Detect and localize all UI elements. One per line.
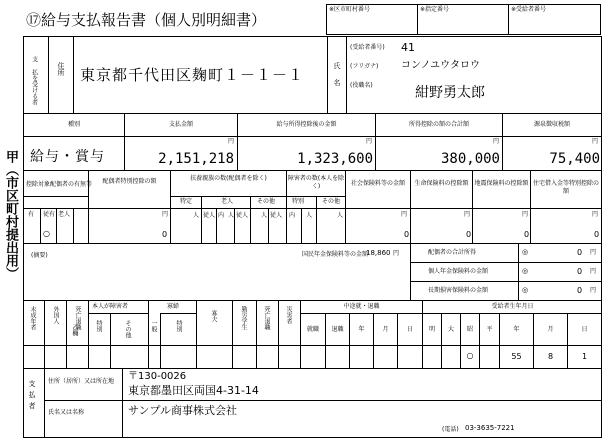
summary-row-label: 長期損害保険料の金額 bbox=[428, 287, 489, 294]
recipient-number: 41 bbox=[401, 41, 415, 54]
recipient-address: 東京都千代田区麹町１－１－１ bbox=[80, 66, 305, 84]
flag-widow-general: 一般 bbox=[150, 320, 157, 332]
payer-address: 東京都墨田区両国4-31-14 bbox=[128, 384, 259, 397]
header-box-label: ※区市町村番号 bbox=[329, 6, 371, 13]
yen-unit: 円 bbox=[162, 211, 169, 218]
dep-cell: 従人 bbox=[270, 212, 283, 219]
circle-mark-icon: ◎ bbox=[522, 267, 529, 275]
payer-phone-label: (電話) bbox=[442, 426, 459, 433]
memo-label: (摘要) bbox=[31, 252, 48, 259]
mid-career-sub: 就職 bbox=[306, 326, 319, 333]
payment-amount: 2,151,218 bbox=[158, 151, 234, 167]
life-insurance-label: 生命保険料の控除額 bbox=[414, 180, 469, 187]
dependents-sub-label: 老人 bbox=[221, 198, 234, 205]
birth-year: 55 bbox=[511, 352, 522, 361]
special-deduction-value: 0 bbox=[162, 230, 168, 239]
dependents-sub-label: その他 bbox=[257, 198, 276, 205]
income-type: 給与・賞与 bbox=[30, 149, 105, 165]
yen-unit: 円 bbox=[493, 138, 500, 145]
birth-era: 大 bbox=[447, 326, 454, 333]
yen-unit: 円 bbox=[228, 138, 235, 145]
yen-unit: 円 bbox=[590, 268, 597, 275]
recipient-section-label: 支 払を受ける者 bbox=[30, 56, 38, 105]
amount-header-withholding: 源泉徴収税額 bbox=[533, 121, 570, 128]
flag-otsu: 乙欄 bbox=[71, 324, 78, 336]
recipient-name: 紺野勇太郎 bbox=[415, 85, 485, 101]
birth-era: 昭 bbox=[466, 326, 473, 333]
payer-name-label: 氏名又は名称 bbox=[48, 409, 85, 416]
mid-career-title: 中途就・退職 bbox=[343, 303, 380, 310]
mid-career-sub: 退職 bbox=[331, 326, 344, 333]
mid-career-sub: 日 bbox=[406, 326, 413, 333]
flag-foreigner: 外国人 bbox=[52, 306, 59, 324]
dep-cell: 内 bbox=[218, 212, 225, 219]
disabled-sub-label: 特別 bbox=[292, 198, 305, 205]
quake-insurance-label: 地震保険料の控除額 bbox=[474, 180, 529, 187]
disabled-sub-label: その他 bbox=[322, 198, 341, 205]
recipient-kana: コンノユウタロウ bbox=[401, 60, 480, 71]
dependents-sub-label: 特定 bbox=[180, 198, 193, 205]
amount-header-type: 種別 bbox=[67, 121, 80, 128]
withholding-amount: 75,400 bbox=[549, 151, 600, 167]
yen-unit: 円 bbox=[590, 287, 597, 294]
summary-row-value: 0 bbox=[577, 286, 583, 295]
header-box-label: ※指定番号 bbox=[420, 6, 450, 13]
side-label: 甲（市区町村提出用） bbox=[3, 150, 18, 280]
header-box-label: ※受給者番号 bbox=[511, 6, 547, 13]
disabled-cell: 内 bbox=[289, 212, 296, 219]
national-pension-value: 18,860 bbox=[366, 249, 391, 257]
name-label: 氏名 bbox=[333, 62, 341, 96]
document-title: ⑰給与支払報告書（個人別明細書） bbox=[26, 11, 267, 29]
birth-unit: 月 bbox=[547, 326, 554, 333]
birthdate-title: 受給者生年月日 bbox=[491, 303, 534, 310]
yen-unit: 円 bbox=[464, 211, 471, 218]
birth-era: 平 bbox=[486, 326, 493, 333]
social-insurance-value: 0 bbox=[404, 230, 410, 239]
spouse-sub-label: 従有 bbox=[43, 211, 56, 218]
header-box-city[interactable] bbox=[326, 4, 418, 35]
flag-death: 死亡退職 bbox=[263, 306, 270, 330]
national-pension-label: 国民年金保険料等の金額 bbox=[302, 251, 369, 258]
flag-disaster: 災害者 bbox=[285, 306, 292, 324]
birth-unit: 年 bbox=[513, 326, 520, 333]
disabled-cell: 人 bbox=[337, 212, 344, 219]
dependents-label: 扶養親族の数(配偶者を除く) bbox=[190, 175, 267, 182]
address-label: 住所 bbox=[57, 62, 65, 76]
flag-disabled-other: その他 bbox=[124, 320, 131, 338]
birth-day: 1 bbox=[581, 352, 588, 361]
header-box-designation[interactable] bbox=[417, 4, 509, 35]
flag-retired: 死亡退職 bbox=[74, 306, 81, 330]
yen-unit: 円 bbox=[366, 138, 373, 145]
deduction-total-amount: 380,000 bbox=[440, 151, 500, 167]
flag-disabled: 本人が障害者 bbox=[92, 303, 129, 310]
birth-unit: 日 bbox=[581, 326, 588, 333]
dep-cell: 人 bbox=[261, 212, 268, 219]
birth-month: 8 bbox=[547, 352, 554, 361]
mid-career-sub: 月 bbox=[382, 326, 389, 333]
mid-career-sub: 年 bbox=[358, 326, 365, 333]
birth-era-mark: ○ bbox=[466, 351, 474, 360]
yen-unit: 円 bbox=[592, 138, 599, 145]
flag-widower: 寡夫 bbox=[210, 310, 217, 322]
summary-row-value: 0 bbox=[577, 248, 583, 257]
spouse-label: 控除対象配偶者の有無等 bbox=[26, 181, 93, 188]
flag-disabled-special: 特別 bbox=[95, 320, 102, 332]
special-deduction-label: 配偶者特別控除の額 bbox=[102, 178, 157, 185]
disabled-label: 障害者の数(本人を除く) bbox=[287, 175, 345, 191]
flag-student: 勤労学生 bbox=[240, 306, 247, 330]
dep-cell: 従人 bbox=[203, 212, 216, 219]
life-insurance-value: 0 bbox=[466, 230, 472, 239]
circle-mark-icon: ◎ bbox=[522, 286, 529, 294]
housing-loan-label: 住宅借入金等特別控除の額 bbox=[532, 180, 599, 196]
recipient-number-label: (受給者番号) bbox=[350, 44, 385, 51]
payer-name: サンプル商事株式会社 bbox=[128, 404, 238, 417]
payer-label: 支払者 bbox=[28, 380, 36, 413]
flag-widow-special: 特別 bbox=[175, 320, 182, 332]
amount-header-deduction: 所得控除の額の合計額 bbox=[408, 121, 469, 128]
dep-cell: 従人 bbox=[236, 212, 249, 219]
summary-row-label: 個人年金保険料の金額 bbox=[428, 268, 489, 275]
amount-header-payment: 支払金額 bbox=[168, 121, 193, 128]
disabled-cell: 人 bbox=[306, 212, 313, 219]
spouse-mark: ○ bbox=[43, 229, 50, 238]
kana-label: (フリガナ) bbox=[350, 63, 379, 70]
quake-insurance-value: 0 bbox=[524, 230, 530, 239]
role-label: (役職名) bbox=[350, 82, 373, 89]
circle-mark-icon: ◎ bbox=[522, 248, 529, 256]
yen-unit: 円 bbox=[401, 211, 408, 218]
payer-postal: 〒130-0026 bbox=[128, 371, 187, 382]
social-insurance-label: 社会保険料等の金額 bbox=[350, 180, 405, 187]
after-deduction-amount: 1,323,600 bbox=[297, 151, 373, 167]
amount-header-after: 給与所得控除後の金額 bbox=[276, 121, 337, 128]
flag-widow: 寡婦 bbox=[167, 303, 180, 310]
flag-minor: 未成年者 bbox=[29, 306, 36, 330]
dep-cell: 人 bbox=[228, 212, 235, 219]
yen-unit: 円 bbox=[590, 249, 597, 256]
summary-row-label: 配偶者の合計所得 bbox=[428, 249, 477, 256]
spouse-sub-label: 有 bbox=[28, 211, 35, 218]
yen-unit: 円 bbox=[522, 211, 529, 218]
yen-unit: 円 bbox=[393, 250, 400, 257]
housing-loan-value: 0 bbox=[594, 230, 600, 239]
header-box-recipient[interactable] bbox=[508, 4, 601, 35]
birth-era: 明 bbox=[428, 326, 435, 333]
payer-address-label: 住所（居所）又は所在地 bbox=[48, 378, 115, 385]
dep-cell: 人 bbox=[193, 212, 200, 219]
yen-unit: 円 bbox=[592, 211, 599, 218]
payer-phone: 03-3635-7221 bbox=[465, 424, 515, 432]
spouse-sub-label: 老人 bbox=[58, 211, 71, 218]
summary-row-value: 0 bbox=[577, 267, 583, 276]
